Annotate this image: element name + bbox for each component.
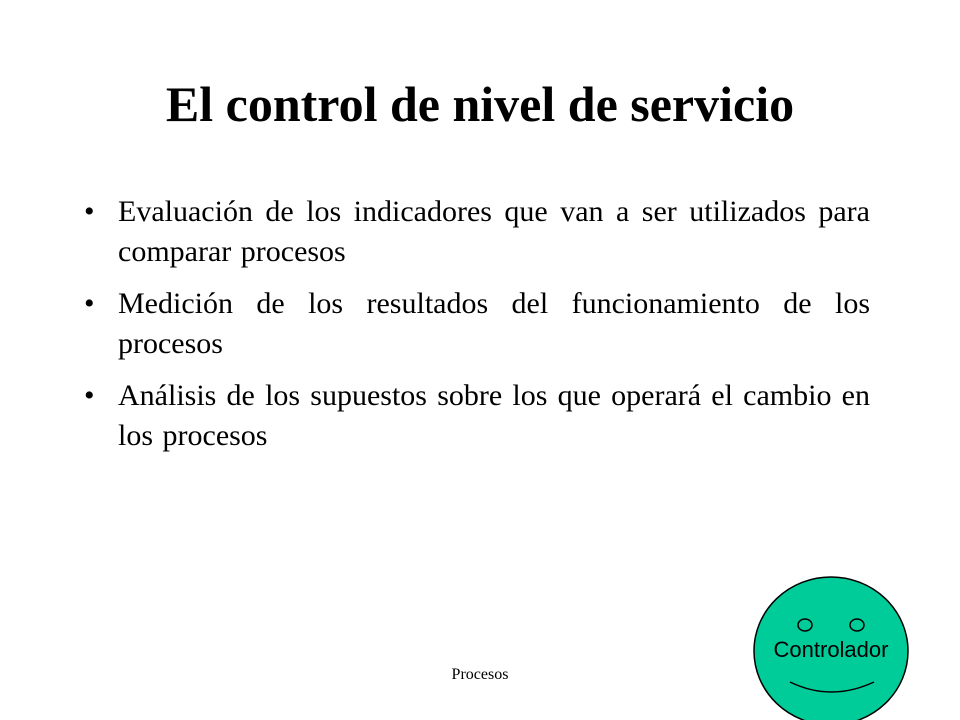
controller-label: Controlador bbox=[773, 637, 889, 662]
bullet-list bbox=[80, 192, 870, 468]
slide-title: El control de nivel de servicio bbox=[165, 76, 795, 132]
bullet-icon: • bbox=[84, 379, 95, 412]
bullet-text: Medición de los resultados del funcionamiento de los procesos bbox=[118, 287, 870, 360]
bullet-icon: • bbox=[84, 195, 95, 228]
bullet-item bbox=[80, 192, 870, 272]
controller-face bbox=[752, 576, 910, 720]
bullet-item bbox=[80, 376, 870, 456]
slide-footer: Procesos bbox=[451, 666, 509, 683]
bullet-text: Análisis de los supuestos sobre los que operará el cambio en los procesos bbox=[118, 379, 870, 452]
bullet-item bbox=[80, 284, 870, 364]
bullet-text: Evaluación de los indicadores que van a ser utilizados para comparar procesos bbox=[118, 195, 870, 268]
bullet-icon: • bbox=[84, 287, 95, 320]
